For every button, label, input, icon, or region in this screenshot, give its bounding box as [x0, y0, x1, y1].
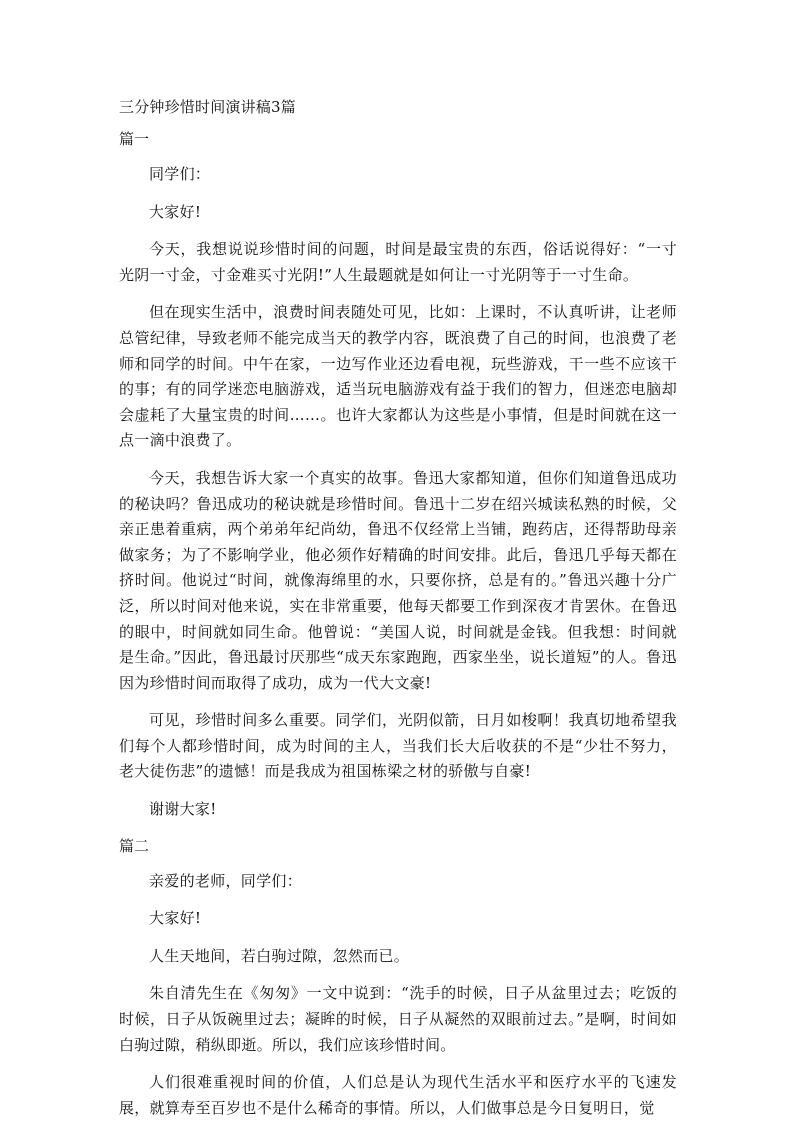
- paragraph: 人生天地间，若白驹过隙，忽然而已。: [149, 946, 410, 965]
- section-2: [119, 835, 677, 1122]
- paragraph: 朱自清先生在《匆匆》一文中说到：“洗手的时候，日子从盆里过去；吃饭的时候，日子从饭碗里过去；凝眸的时候，日子从凝然的双眼前过去。”是啊，时间如白驹过隙，稍纵即逝。所以，我们应该珍惜时间。: [119, 984, 677, 1054]
- document-page: [119, 96, 677, 1133]
- section-1: [119, 128, 677, 823]
- paragraph: 谢谢大家!: [149, 800, 217, 819]
- paragraph: 可见，珍惜时间多么重要。同学们，光阴似箭，日月如梭啊！我真切地希望我们每个人都珍惜时间，成为时间的主人，当我们长大后收获的不是“少壮不努力，老大徒伤悲”的遗憾！而是我成为祖国栋梁之材的骄傲与自豪!: [119, 711, 677, 781]
- paragraph: 但在现实生活中，浪费时间表随处可见，比如：上课时，不认真听讲，让老师总管纪律，导致老师不能完成当天的教学内容，既浪费了自己的时间，也浪费了老师和同学的时间。中午在家，一边写作业还边看电视，玩些游戏，干一些不应该干的事；有的同学迷恋电脑游戏，适当玩电脑游戏有益于我们的智力，但迷恋电脑却会虚耗了大量宝贵的时间……。也许大家都认为这些是小事情，但是时间就在这一点一滴中浪费了。: [119, 303, 677, 450]
- paragraph: 同学们：: [149, 165, 211, 183]
- paragraph: 亲爱的老师，同学们：: [149, 871, 303, 890]
- paragraph: 人们很难重视时间的价值，人们总是认为现代生活水平和医疗水平的飞速发展，就算寿至百岁也不是什么稀奇的事情。所以，人们做事总是今日复明日，觉: [119, 1073, 677, 1117]
- paragraph: 今天，我想告诉大家一个真实的故事。鲁迅大家都知道，但你们知道鲁迅成功的秘诀吗？鲁迅成功的秘诀就是珍惜时间。鲁迅十二岁在绍兴城读私熟的时候，父亲正患着重病，两个弟弟年纪尚幼，鲁迅不仅经常上当铺，跑药店，还得帮助母亲做家务；为了不影响学业，他必须作好精确的时间安排。此后，鲁迅几乎每天都在挤时间。他说过“时间，就像海绵里的水，只要你挤，总是有的。”鲁迅兴趣十分广泛，所以时间对他来说，实在非常重要，他每天都要工作到深夜才肯罢休。在鲁迅的眼中，时间就如同生命。他曾说：“美国人说，时间就是金钱。但我想：时间就是生命。”因此，鲁迅最讨厌那些“成天东家跑跑，西家坐坐，说长道短”的人。鲁迅因为珍惜时间而取得了成功，成为一代大文豪!: [119, 468, 677, 692]
- paragraph: 今天，我想说说珍惜时间的问题，时间是最宝贵的东西，俗话说得好：“一寸光阴一寸金，寸金难买寸光阴!”人生最题就是如何让一寸光阴等于一寸生命。: [119, 240, 677, 284]
- section-heading: 篇二: [119, 836, 150, 855]
- paragraph: 大家好!: [149, 909, 202, 928]
- paragraph: 大家好!: [149, 202, 202, 221]
- document-title: 三分钟珍惜时间演讲稿3篇: [119, 98, 296, 116]
- section-heading: 篇一: [119, 130, 150, 148]
